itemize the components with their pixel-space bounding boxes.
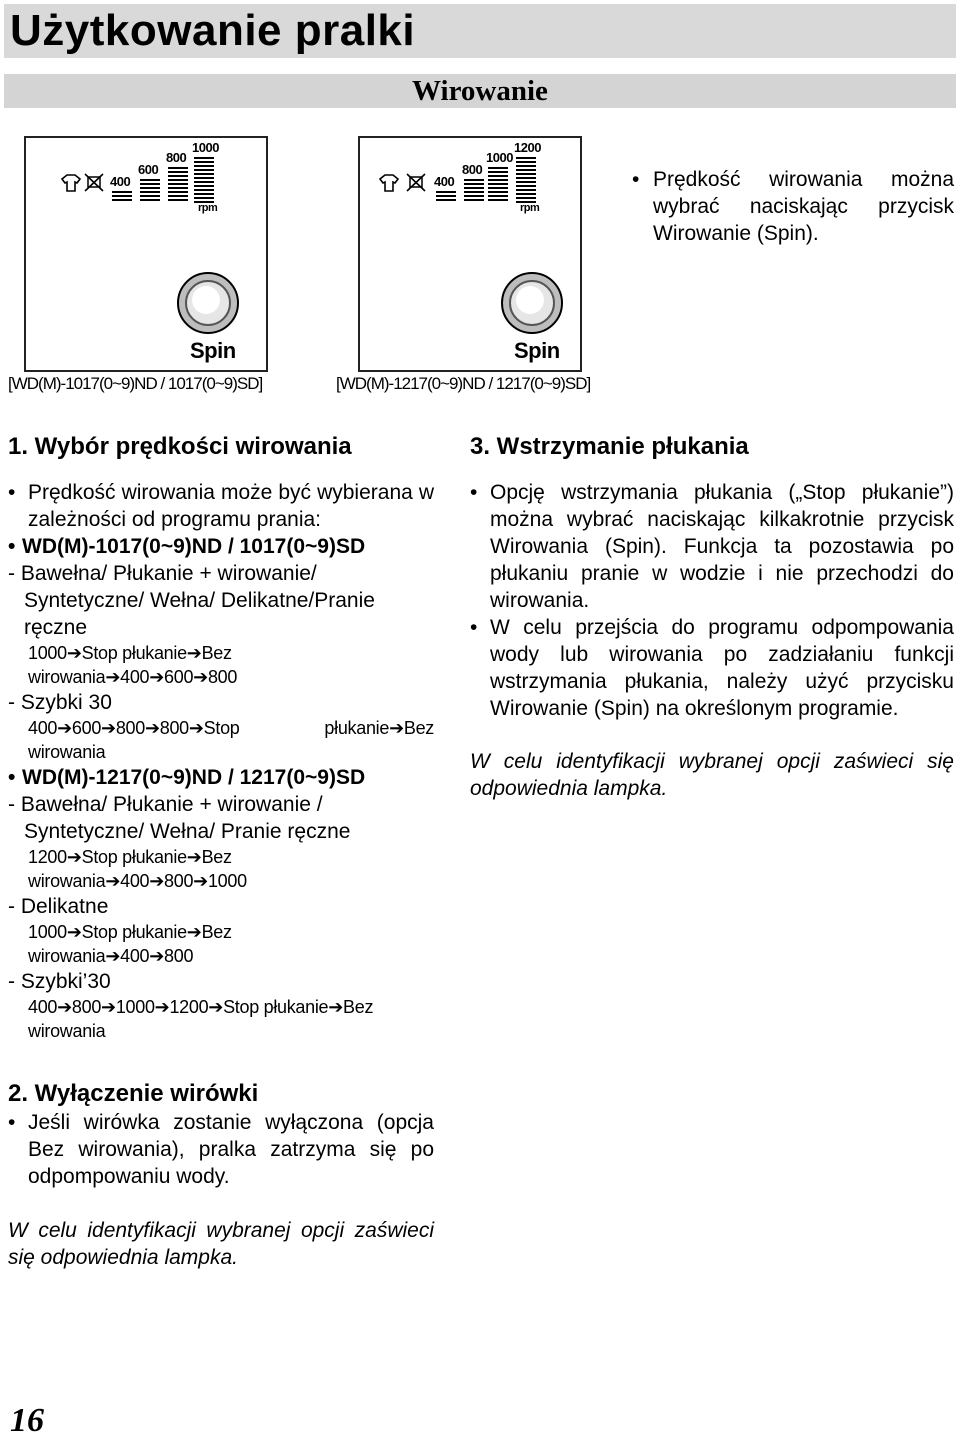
intro-paragraph: Prędkość wirowania można wybrać naciskając przycisk Wirowanie (Spin). bbox=[653, 168, 954, 245]
section-2 bbox=[8, 1080, 434, 1271]
page-number: 16 bbox=[10, 1402, 44, 1439]
section-3-heading: 3. Wstrzymanie płukania bbox=[470, 433, 749, 460]
model-2-sequence-3: 400➔800➔1000➔1200➔Stop płukanie➔Bez wirowania bbox=[28, 997, 374, 1041]
speed-label-800: 800 bbox=[462, 162, 483, 177]
page-title: Użytkowanie pralki bbox=[10, 6, 416, 55]
model-2-sequence-1: 1200➔Stop płukanie➔Bez wirowania➔400➔800➔1000 bbox=[28, 847, 247, 891]
spin-button-label: Spin bbox=[190, 338, 236, 363]
page-title-bar bbox=[4, 4, 956, 58]
bullet-icon: • bbox=[8, 535, 16, 558]
section-title-bar bbox=[4, 74, 956, 108]
section-2-heading: 2. Wyłączenie wirówki bbox=[8, 1080, 259, 1107]
model-2-program-3: - Szybki’30 bbox=[8, 970, 111, 993]
bullet-icon: • bbox=[8, 481, 16, 504]
model-2-program-2: - Delikatne bbox=[8, 895, 109, 918]
control-panel-1 bbox=[24, 136, 268, 372]
panel-2-labels bbox=[360, 138, 580, 370]
panel-1-model: [WD(M)-1017(0~9)ND / 1017(0~9)SD] bbox=[8, 374, 263, 393]
bullet-icon: • bbox=[470, 616, 478, 639]
speed-label-1000: 1000 bbox=[192, 140, 219, 155]
speed-label-400: 400 bbox=[434, 174, 455, 189]
model-1-sequence-2: 400➔600➔800➔800➔Stop płukanie➔Bez wirowania bbox=[28, 718, 434, 762]
bullet-icon: • bbox=[470, 481, 478, 504]
panel-2-model: [WD(M)-1217(0~9)ND / 1217(0~9)SD] bbox=[336, 374, 591, 393]
model-1-sequence-1: 1000➔Stop płukanie➔Bez wirowania➔400➔600➔800 bbox=[28, 643, 238, 687]
model-2-program-1: - Bawełna/ Płukanie + wirowanie / Syntetyczne/ Wełna/ Pranie ręczne bbox=[8, 793, 351, 843]
speed-label-600: 600 bbox=[138, 162, 159, 177]
section-1-heading: 1. Wybór prędkości wirowania bbox=[8, 433, 352, 460]
section-3 bbox=[470, 433, 954, 802]
model-1-program-1: - Bawełna/ Płukanie + wirowanie/ Syntetyczne/ Wełna/ Delikatne/Pranie ręczne bbox=[8, 562, 375, 639]
section-1 bbox=[8, 433, 434, 1043]
section-3-bullet-2: • W celu przejścia do programu odpompowania wody lub wirowania po zadziałaniu funkcji wstrzymania płukania, należy użyć przycisku Wirowanie (Spin) na określonym programie. bbox=[470, 616, 954, 720]
spin-button-label: Spin bbox=[514, 338, 560, 363]
rpm-label: rpm bbox=[198, 202, 218, 214]
bullet-icon: • bbox=[8, 766, 16, 789]
section-2-bullet: • Jeśli wirówka zostanie wyłączona (opcja Bez wirowania), pralka zatrzyma się po odpompowaniu wody. bbox=[8, 1111, 434, 1188]
speed-label-800: 800 bbox=[166, 150, 187, 165]
model-2-heading: • WD(M)-1217(0~9)ND / 1217(0~9)SD bbox=[8, 766, 366, 789]
model-1-program-2: - Szybki 30 bbox=[8, 691, 112, 714]
model-1-heading: • WD(M)-1017(0~9)ND / 1017(0~9)SD bbox=[8, 535, 366, 558]
section-3-note: W celu identyfikacji wybranej opcji zaświeci się odpowiednia lampka. bbox=[470, 750, 954, 800]
model-2-sequence-2: 1000➔Stop płukanie➔Bez wirowania➔400➔800 bbox=[28, 922, 232, 966]
section-1-bullet: • Prędkość wirowania może być wybierana w zależności od programu prania: bbox=[8, 481, 434, 531]
panel-1-labels bbox=[26, 138, 266, 370]
speed-label-1000: 1000 bbox=[486, 150, 513, 165]
section-2-note: W celu identyfikacji wybranej opcji zaświeci się odpowiednia lampka. bbox=[8, 1219, 434, 1269]
section-title: Wirowanie bbox=[412, 75, 548, 107]
speed-label-400: 400 bbox=[110, 174, 131, 189]
section-3-bullet-1: • Opcję wstrzymania płukania („Stop płukanie”) można wybrać naciskając kilkakrotnie przycisk Wirowania (Spin). Funkcja ta pozostawia po płukaniu pranie w wodzie i nie przechodzi do wirowania. bbox=[470, 481, 954, 612]
bullet-icon: • bbox=[8, 1111, 16, 1134]
intro-text bbox=[632, 166, 954, 247]
control-panel-2 bbox=[358, 136, 582, 372]
speed-label-1200: 1200 bbox=[514, 140, 541, 155]
bullet-icon: • bbox=[632, 168, 640, 191]
rpm-label: rpm bbox=[520, 202, 540, 214]
